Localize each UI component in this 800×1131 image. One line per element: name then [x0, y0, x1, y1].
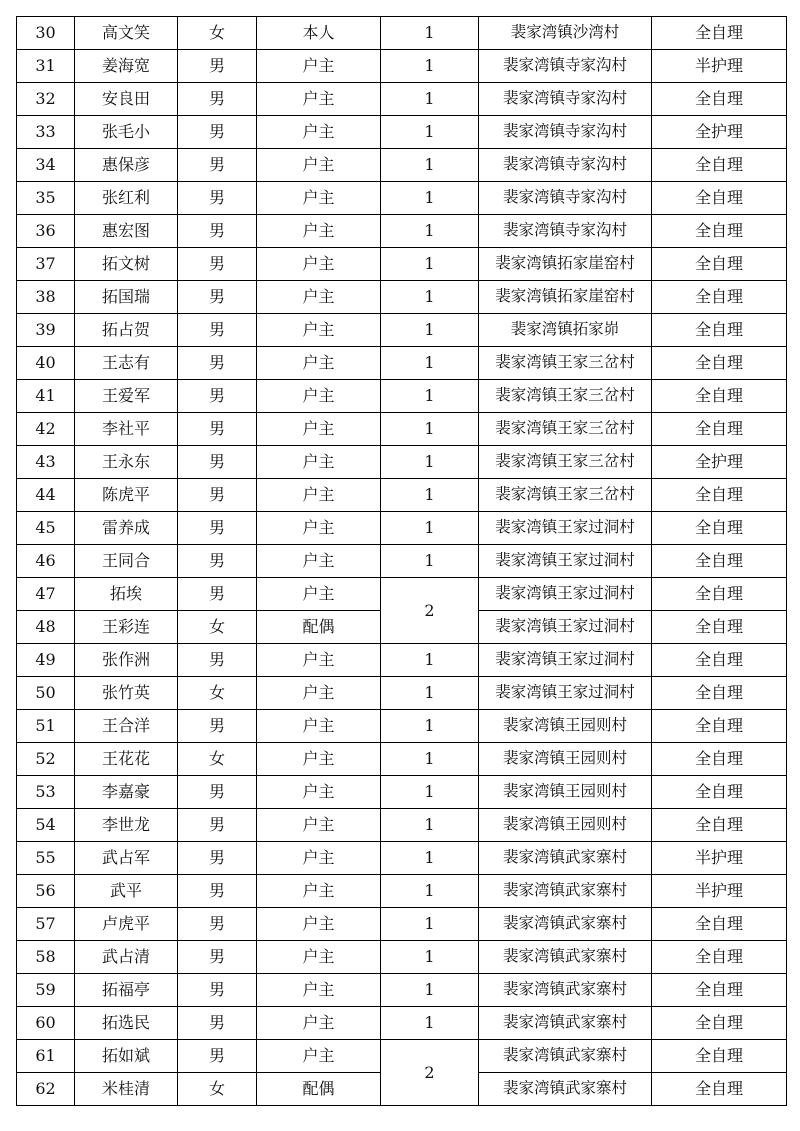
relation-cell: 户主: [257, 479, 381, 512]
relation-cell: 户主: [257, 182, 381, 215]
person-name-cell: 姜海宽: [75, 50, 178, 83]
address-cell: 裴家湾镇王家三岔村: [479, 380, 652, 413]
row-number-cell: 58: [17, 941, 75, 974]
row-number-cell: 45: [17, 512, 75, 545]
gender-cell: 男: [178, 809, 257, 842]
household-size-cell: 1: [381, 776, 479, 809]
care-level-cell: 全自理: [652, 215, 787, 248]
gender-cell: 男: [178, 545, 257, 578]
table-row: [17, 776, 787, 809]
relation-cell: 配偶: [257, 1073, 381, 1106]
row-number-cell: 51: [17, 710, 75, 743]
gender-cell: 女: [178, 743, 257, 776]
row-number-cell: 57: [17, 908, 75, 941]
relation-cell: 户主: [257, 413, 381, 446]
person-name-cell: 王爱军: [75, 380, 178, 413]
gender-cell: 男: [178, 908, 257, 941]
roster-table: [16, 16, 787, 1106]
household-size-cell: 1: [381, 50, 479, 83]
person-name-cell: 高文笑: [75, 17, 178, 50]
row-number-cell: 60: [17, 1007, 75, 1040]
care-level-cell: 全自理: [652, 545, 787, 578]
person-name-cell: 拓国瑞: [75, 281, 178, 314]
address-cell: 裴家湾镇王家过洞村: [479, 677, 652, 710]
care-level-cell: 全自理: [652, 182, 787, 215]
relation-cell: 户主: [257, 677, 381, 710]
person-name-cell: 拓选民: [75, 1007, 178, 1040]
care-level-cell: 全自理: [652, 17, 787, 50]
relation-cell: 户主: [257, 314, 381, 347]
household-size-cell: 1: [381, 281, 479, 314]
person-name-cell: 王志有: [75, 347, 178, 380]
address-cell: 裴家湾镇武家寨村: [479, 842, 652, 875]
row-number-cell: 32: [17, 83, 75, 116]
gender-cell: 男: [178, 347, 257, 380]
table-row: [17, 941, 787, 974]
care-level-cell: 全自理: [652, 314, 787, 347]
care-level-cell: 全自理: [652, 578, 787, 611]
gender-cell: 男: [178, 1040, 257, 1073]
table-row: [17, 842, 787, 875]
row-number-cell: 62: [17, 1073, 75, 1106]
person-name-cell: 拓如斌: [75, 1040, 178, 1073]
gender-cell: 女: [178, 611, 257, 644]
care-level-cell: 全自理: [652, 479, 787, 512]
address-cell: 裴家湾镇寺家沟村: [479, 50, 652, 83]
address-cell: 裴家湾镇寺家沟村: [479, 116, 652, 149]
gender-cell: 男: [178, 413, 257, 446]
relation-cell: 户主: [257, 512, 381, 545]
gender-cell: 男: [178, 479, 257, 512]
address-cell: 裴家湾镇寺家沟村: [479, 83, 652, 116]
address-cell: 裴家湾镇沙湾村: [479, 17, 652, 50]
row-number-cell: 54: [17, 809, 75, 842]
relation-cell: 户主: [257, 281, 381, 314]
care-level-cell: 全护理: [652, 446, 787, 479]
gender-cell: 男: [178, 215, 257, 248]
relation-cell: 户主: [257, 149, 381, 182]
table-row: [17, 908, 787, 941]
table-row: [17, 644, 787, 677]
person-name-cell: 李社平: [75, 413, 178, 446]
row-number-cell: 36: [17, 215, 75, 248]
table-row: [17, 380, 787, 413]
household-size-cell: 1: [381, 149, 479, 182]
care-level-cell: 全自理: [652, 413, 787, 446]
address-cell: 裴家湾镇王家三岔村: [479, 413, 652, 446]
address-cell: 裴家湾镇寺家沟村: [479, 182, 652, 215]
row-number-cell: 33: [17, 116, 75, 149]
table-row: [17, 974, 787, 1007]
gender-cell: 男: [178, 149, 257, 182]
household-size-cell: 1: [381, 743, 479, 776]
relation-cell: 户主: [257, 644, 381, 677]
address-cell: 裴家湾镇武家寨村: [479, 1073, 652, 1106]
row-number-cell: 55: [17, 842, 75, 875]
row-number-cell: 47: [17, 578, 75, 611]
address-cell: 裴家湾镇武家寨村: [479, 875, 652, 908]
address-cell: 裴家湾镇武家寨村: [479, 1007, 652, 1040]
person-name-cell: 拓福亭: [75, 974, 178, 1007]
row-number-cell: 41: [17, 380, 75, 413]
table-row: [17, 149, 787, 182]
person-name-cell: 武占军: [75, 842, 178, 875]
gender-cell: 男: [178, 50, 257, 83]
relation-cell: 户主: [257, 380, 381, 413]
household-size-cell: 1: [381, 1007, 479, 1040]
relation-cell: 户主: [257, 446, 381, 479]
person-name-cell: 雷养成: [75, 512, 178, 545]
relation-cell: 户主: [257, 809, 381, 842]
household-size-cell: 1: [381, 710, 479, 743]
care-level-cell: 全自理: [652, 743, 787, 776]
care-level-cell: 全自理: [652, 347, 787, 380]
person-name-cell: 王同合: [75, 545, 178, 578]
row-number-cell: 44: [17, 479, 75, 512]
address-cell: 裴家湾镇武家寨村: [479, 974, 652, 1007]
household-size-cell: 1: [381, 908, 479, 941]
household-size-cell: 1: [381, 479, 479, 512]
address-cell: 裴家湾镇王家三岔村: [479, 479, 652, 512]
table-row: [17, 50, 787, 83]
table-row: [17, 83, 787, 116]
household-size-cell: 1: [381, 974, 479, 1007]
care-level-cell: 全自理: [652, 1040, 787, 1073]
gender-cell: 男: [178, 512, 257, 545]
gender-cell: 男: [178, 842, 257, 875]
row-number-cell: 43: [17, 446, 75, 479]
table-row: [17, 1040, 787, 1073]
care-level-cell: 全自理: [652, 281, 787, 314]
row-number-cell: 52: [17, 743, 75, 776]
person-name-cell: 王永东: [75, 446, 178, 479]
address-cell: 裴家湾镇王家过洞村: [479, 512, 652, 545]
row-number-cell: 31: [17, 50, 75, 83]
relation-cell: 户主: [257, 1040, 381, 1073]
table-row: [17, 875, 787, 908]
row-number-cell: 48: [17, 611, 75, 644]
relation-cell: 户主: [257, 974, 381, 1007]
care-level-cell: 全自理: [652, 1007, 787, 1040]
address-cell: 裴家湾镇拓家崖窑村: [479, 281, 652, 314]
row-number-cell: 59: [17, 974, 75, 1007]
person-name-cell: 拓埃: [75, 578, 178, 611]
household-size-cell: 1: [381, 347, 479, 380]
roster-body: [17, 17, 787, 1106]
table-row: [17, 1007, 787, 1040]
care-level-cell: 全自理: [652, 710, 787, 743]
household-size-cell: 2: [381, 578, 479, 644]
household-size-cell: 1: [381, 413, 479, 446]
care-level-cell: 全自理: [652, 149, 787, 182]
address-cell: 裴家湾镇王家过洞村: [479, 611, 652, 644]
gender-cell: 男: [178, 116, 257, 149]
person-name-cell: 张竹英: [75, 677, 178, 710]
table-row: [17, 446, 787, 479]
gender-cell: 男: [178, 281, 257, 314]
household-size-cell: 1: [381, 215, 479, 248]
care-level-cell: 全自理: [652, 611, 787, 644]
person-name-cell: 武占清: [75, 941, 178, 974]
gender-cell: 女: [178, 1073, 257, 1106]
gender-cell: 男: [178, 314, 257, 347]
person-name-cell: 张红利: [75, 182, 178, 215]
relation-cell: 户主: [257, 941, 381, 974]
table-row: [17, 809, 787, 842]
address-cell: 裴家湾镇拓家崖窑村: [479, 248, 652, 281]
table-row: [17, 743, 787, 776]
household-size-cell: 1: [381, 512, 479, 545]
relation-cell: 户主: [257, 578, 381, 611]
relation-cell: 户主: [257, 842, 381, 875]
person-name-cell: 安良田: [75, 83, 178, 116]
row-number-cell: 53: [17, 776, 75, 809]
care-level-cell: 全自理: [652, 908, 787, 941]
person-name-cell: 张毛小: [75, 116, 178, 149]
person-name-cell: 王花花: [75, 743, 178, 776]
household-size-cell: 1: [381, 875, 479, 908]
table-row: [17, 215, 787, 248]
gender-cell: 男: [178, 776, 257, 809]
household-size-cell: 1: [381, 545, 479, 578]
gender-cell: 女: [178, 677, 257, 710]
row-number-cell: 56: [17, 875, 75, 908]
person-name-cell: 陈虎平: [75, 479, 178, 512]
table-row: [17, 314, 787, 347]
household-size-cell: 1: [381, 677, 479, 710]
care-level-cell: 半护理: [652, 50, 787, 83]
person-name-cell: 李世龙: [75, 809, 178, 842]
address-cell: 裴家湾镇王园则村: [479, 743, 652, 776]
household-size-cell: 1: [381, 182, 479, 215]
row-number-cell: 50: [17, 677, 75, 710]
person-name-cell: 李嘉豪: [75, 776, 178, 809]
person-name-cell: 惠保彦: [75, 149, 178, 182]
table-row: [17, 347, 787, 380]
household-size-cell: 1: [381, 116, 479, 149]
household-size-cell: 1: [381, 809, 479, 842]
household-size-cell: 1: [381, 83, 479, 116]
gender-cell: 女: [178, 17, 257, 50]
household-size-cell: 1: [381, 644, 479, 677]
table-row: [17, 413, 787, 446]
row-number-cell: 49: [17, 644, 75, 677]
household-size-cell: 1: [381, 17, 479, 50]
relation-cell: 户主: [257, 908, 381, 941]
relation-cell: 户主: [257, 776, 381, 809]
relation-cell: 户主: [257, 1007, 381, 1040]
relation-cell: 户主: [257, 710, 381, 743]
table-row: [17, 17, 787, 50]
relation-cell: 户主: [257, 875, 381, 908]
gender-cell: 男: [178, 248, 257, 281]
household-size-cell: 1: [381, 380, 479, 413]
care-level-cell: 全自理: [652, 776, 787, 809]
care-level-cell: 半护理: [652, 875, 787, 908]
gender-cell: 男: [178, 380, 257, 413]
table-row: [17, 578, 787, 611]
table-row: [17, 677, 787, 710]
gender-cell: 男: [178, 578, 257, 611]
person-name-cell: 王合洋: [75, 710, 178, 743]
care-level-cell: 全自理: [652, 941, 787, 974]
row-number-cell: 39: [17, 314, 75, 347]
gender-cell: 男: [178, 710, 257, 743]
address-cell: 裴家湾镇武家寨村: [479, 1040, 652, 1073]
care-level-cell: 全自理: [652, 677, 787, 710]
row-number-cell: 40: [17, 347, 75, 380]
person-name-cell: 武平: [75, 875, 178, 908]
relation-cell: 户主: [257, 116, 381, 149]
care-level-cell: 全自理: [652, 809, 787, 842]
relation-cell: 户主: [257, 50, 381, 83]
care-level-cell: 全自理: [652, 248, 787, 281]
address-cell: 裴家湾镇王家三岔村: [479, 446, 652, 479]
person-name-cell: 张作洲: [75, 644, 178, 677]
address-cell: 裴家湾镇王家过洞村: [479, 578, 652, 611]
table-row: [17, 545, 787, 578]
table-row: [17, 710, 787, 743]
gender-cell: 男: [178, 83, 257, 116]
relation-cell: 户主: [257, 347, 381, 380]
address-cell: 裴家湾镇王园则村: [479, 809, 652, 842]
relation-cell: 配偶: [257, 611, 381, 644]
person-name-cell: 拓文树: [75, 248, 178, 281]
table-row: [17, 479, 787, 512]
gender-cell: 男: [178, 446, 257, 479]
row-number-cell: 37: [17, 248, 75, 281]
address-cell: 裴家湾镇寺家沟村: [479, 215, 652, 248]
care-level-cell: 全自理: [652, 1073, 787, 1106]
person-name-cell: 米桂清: [75, 1073, 178, 1106]
household-size-cell: 1: [381, 842, 479, 875]
row-number-cell: 35: [17, 182, 75, 215]
care-level-cell: 全自理: [652, 512, 787, 545]
care-level-cell: 全护理: [652, 116, 787, 149]
household-size-cell: 2: [381, 1040, 479, 1106]
table-row: [17, 116, 787, 149]
address-cell: 裴家湾镇王家三岔村: [479, 347, 652, 380]
table-row: [17, 281, 787, 314]
care-level-cell: 全自理: [652, 83, 787, 116]
person-name-cell: 拓占贺: [75, 314, 178, 347]
gender-cell: 男: [178, 941, 257, 974]
household-size-cell: 1: [381, 941, 479, 974]
care-level-cell: 全自理: [652, 974, 787, 1007]
relation-cell: 本人: [257, 17, 381, 50]
address-cell: 裴家湾镇拓家峁: [479, 314, 652, 347]
household-size-cell: 1: [381, 248, 479, 281]
person-name-cell: 王彩连: [75, 611, 178, 644]
address-cell: 裴家湾镇王家过洞村: [479, 545, 652, 578]
care-level-cell: 半护理: [652, 842, 787, 875]
row-number-cell: 61: [17, 1040, 75, 1073]
row-number-cell: 46: [17, 545, 75, 578]
gender-cell: 男: [178, 182, 257, 215]
row-number-cell: 38: [17, 281, 75, 314]
address-cell: 裴家湾镇寺家沟村: [479, 149, 652, 182]
row-number-cell: 42: [17, 413, 75, 446]
relation-cell: 户主: [257, 248, 381, 281]
person-name-cell: 惠宏图: [75, 215, 178, 248]
table-row: [17, 182, 787, 215]
row-number-cell: 34: [17, 149, 75, 182]
address-cell: 裴家湾镇王家过洞村: [479, 644, 652, 677]
gender-cell: 男: [178, 1007, 257, 1040]
gender-cell: 男: [178, 974, 257, 1007]
relation-cell: 户主: [257, 83, 381, 116]
row-number-cell: 30: [17, 17, 75, 50]
address-cell: 裴家湾镇王园则村: [479, 710, 652, 743]
address-cell: 裴家湾镇武家寨村: [479, 908, 652, 941]
relation-cell: 户主: [257, 545, 381, 578]
relation-cell: 户主: [257, 215, 381, 248]
table-row: [17, 512, 787, 545]
household-size-cell: 1: [381, 446, 479, 479]
household-size-cell: 1: [381, 314, 479, 347]
address-cell: 裴家湾镇武家寨村: [479, 941, 652, 974]
care-level-cell: 全自理: [652, 380, 787, 413]
care-level-cell: 全自理: [652, 644, 787, 677]
gender-cell: 男: [178, 875, 257, 908]
table-row: [17, 248, 787, 281]
relation-cell: 户主: [257, 743, 381, 776]
gender-cell: 男: [178, 644, 257, 677]
address-cell: 裴家湾镇王园则村: [479, 776, 652, 809]
person-name-cell: 卢虎平: [75, 908, 178, 941]
